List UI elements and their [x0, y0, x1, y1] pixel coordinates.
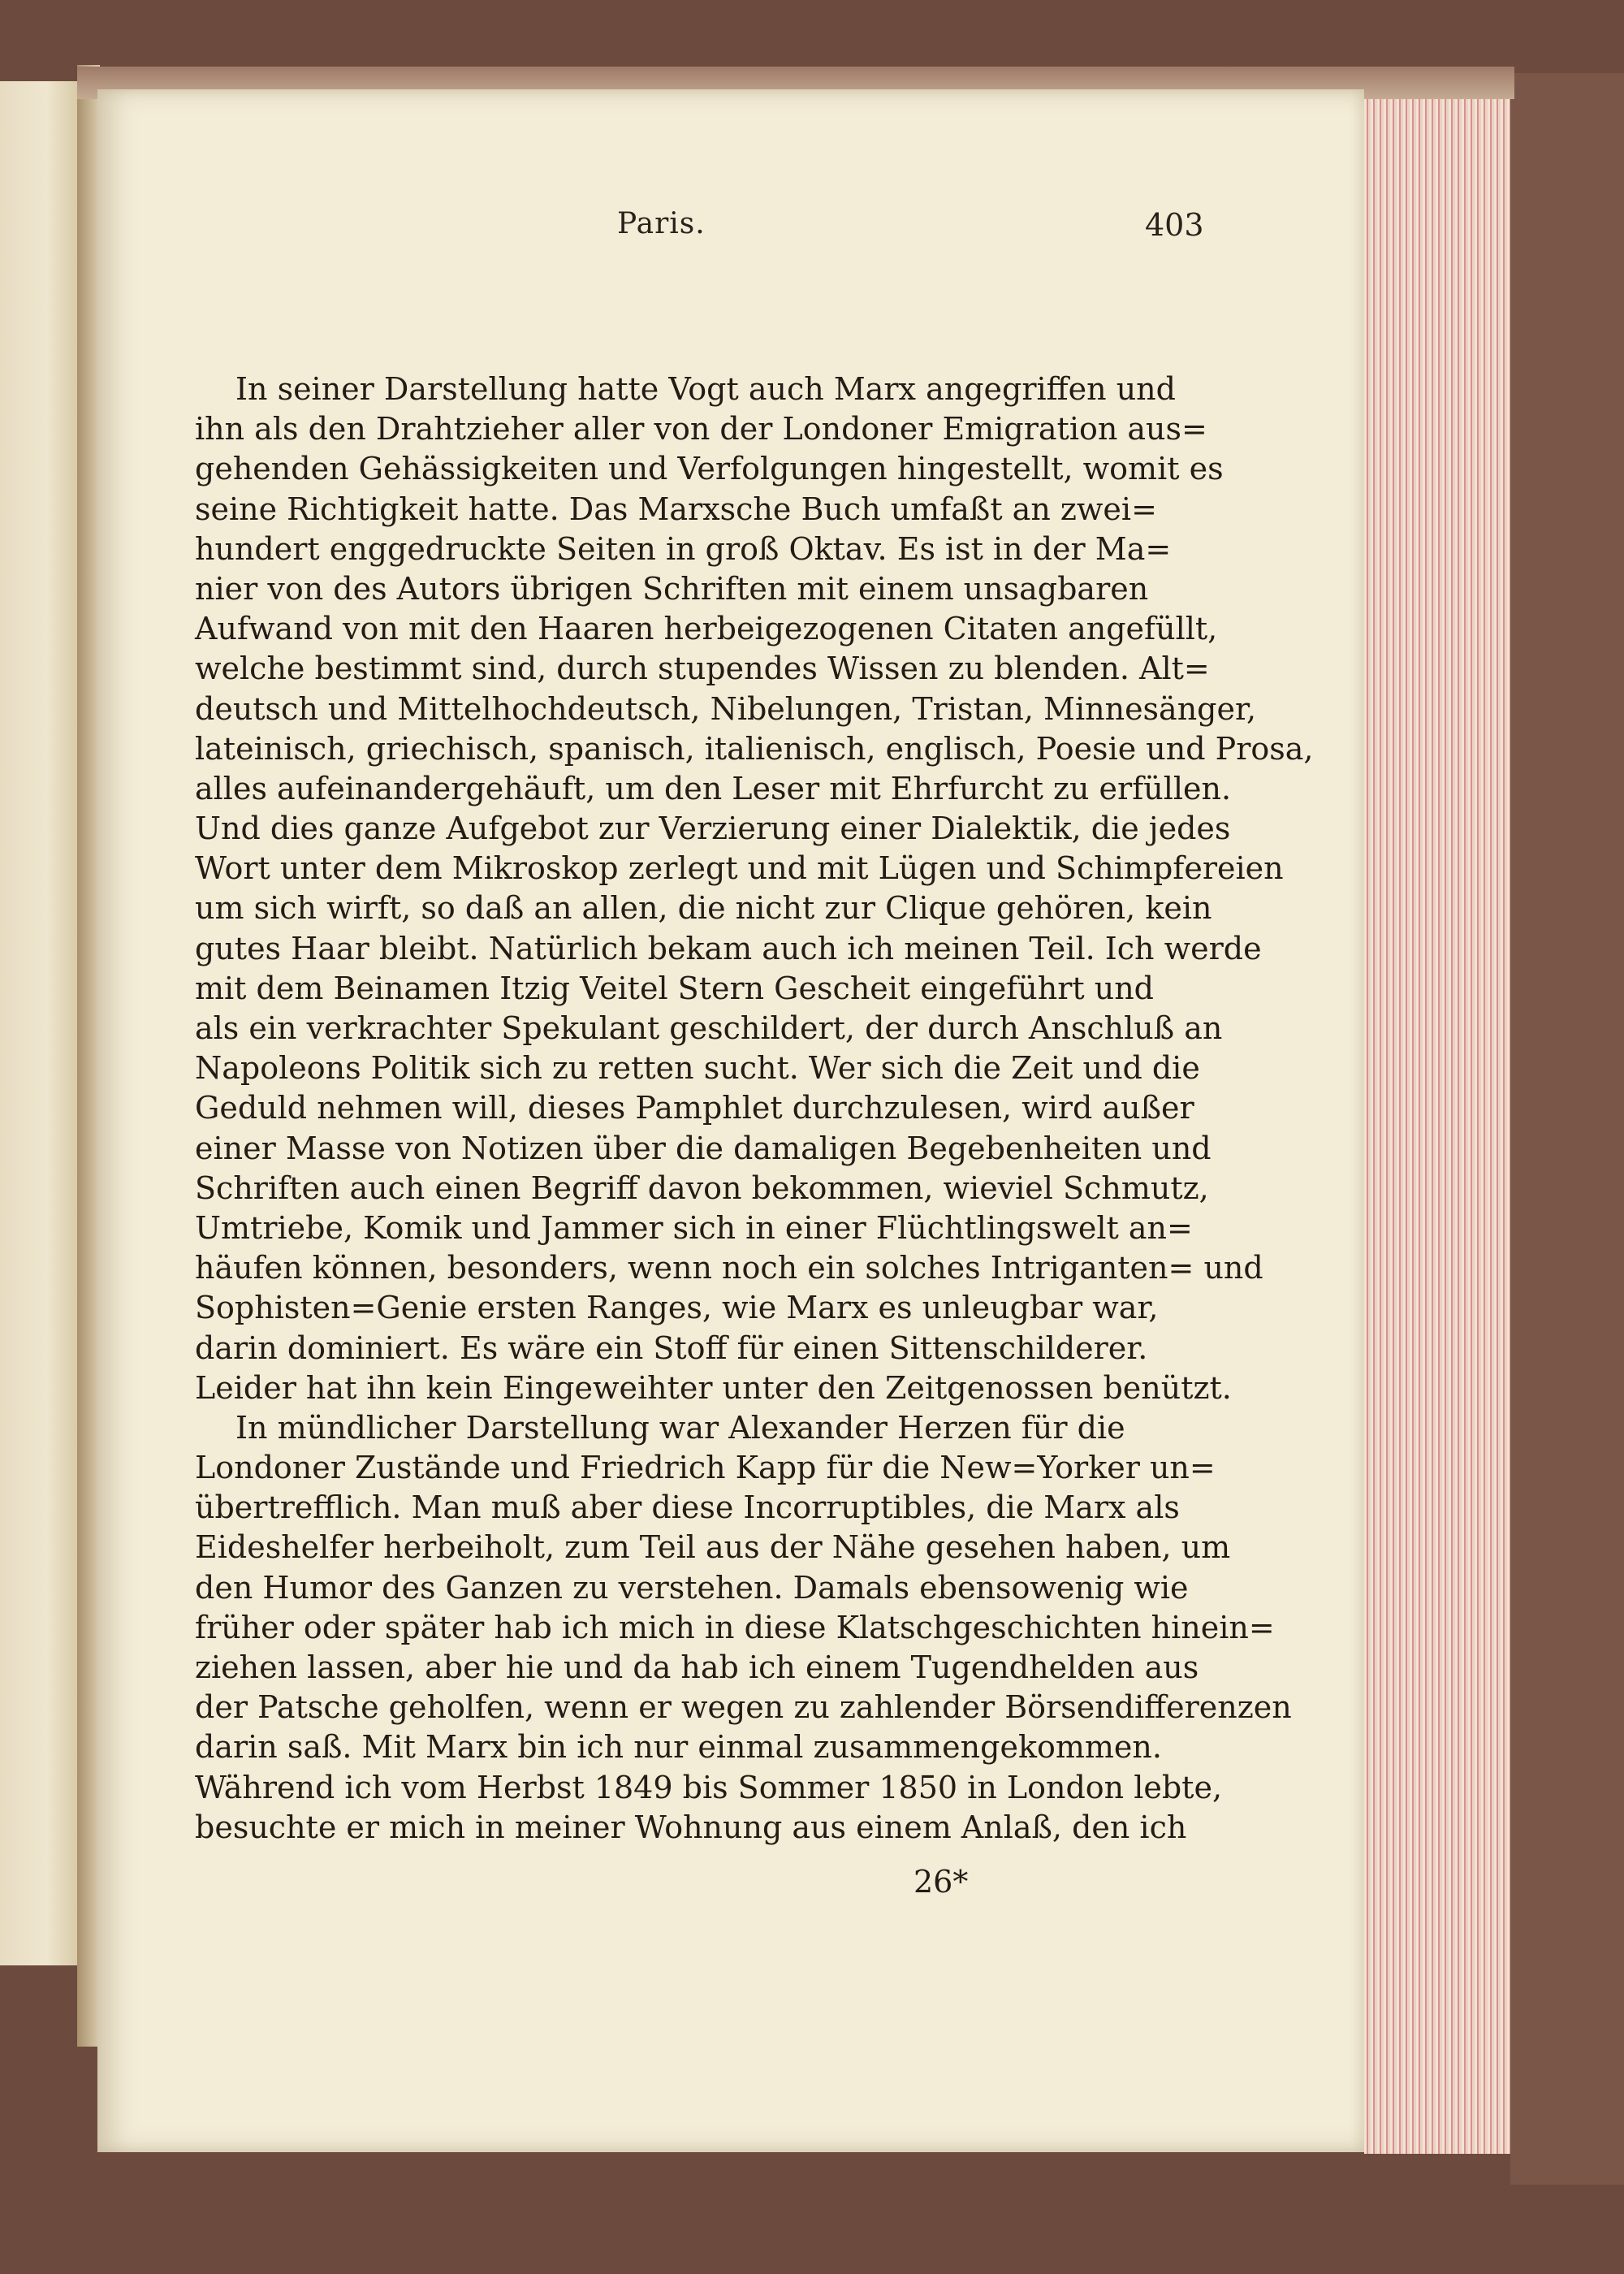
book-cover-edge	[1510, 73, 1624, 2185]
text-line: In mündlicher Darstellung war Alexander Herzen für die	[235, 1409, 1125, 1446]
text-line: einer Masse von Notizen über die damaligen Begebenheiten und	[195, 1130, 1212, 1166]
text-line: den Humor des Ganzen zu verstehen. Damals ebensowenig wie	[195, 1569, 1189, 1606]
text-line: alles aufeinandergehäuft, um den Leser mit Ehrfurcht zu erfüllen.	[195, 770, 1232, 806]
text-line: Leider hat ihn kein Eingeweihter unter den Zeitgenossen benützt.	[195, 1369, 1232, 1406]
text-line: Während ich vom Herbst 1849 bis Sommer 1850 in London lebte,	[195, 1769, 1223, 1805]
text-line: Schriften auch einen Begriff davon bekommen, wieviel Schmutz,	[195, 1169, 1209, 1206]
body-text	[195, 370, 1314, 1848]
running-title: Paris.	[617, 207, 706, 240]
text-line: mit dem Beinamen Itzig Veitel Stern Gescheit eingeführt und	[195, 970, 1155, 1006]
text-line: Sophisten=Genie ersten Ranges, wie Marx es unleugbar war,	[195, 1290, 1159, 1326]
text-line: gehenden Gehässigkeiten und Verfolgungen hingestellt, womit es	[195, 451, 1224, 487]
text-line: hundert enggedruckte Seiten in groß Oktav. Es ist in der Ma=	[195, 530, 1172, 567]
text-line: lateinisch, griechisch, spanisch, italienisch, englisch, Poesie und Prosa,	[195, 730, 1314, 767]
text-line: Aufwand von mit den Haaren herbeigezogenen Citaten angefüllt,	[195, 611, 1218, 647]
text-line: deutsch und Mittelhochdeutsch, Nibelungen, Tristan, Minnesänger,	[195, 690, 1257, 727]
text-line: nier von des Autors übrigen Schriften mit einem unsagbaren	[195, 570, 1149, 607]
text-line: gutes Haar bleibt. Natürlich bekam auch ich meinen Teil. Ich werde	[195, 930, 1262, 966]
running-head	[97, 207, 1364, 256]
text-line: Napoleons Politik sich zu retten sucht. Wer sich die Zeit und die	[195, 1050, 1200, 1087]
text-line: Londoner Zustände und Friedrich Kapp für die New=Yorker un=	[195, 1450, 1216, 1486]
text-line: ziehen lassen, aber hie und da hab ich einem Tugendhelden aus	[195, 1649, 1199, 1685]
text-line: ihn als den Drahtzieher aller von der Londoner Emigration aus=	[195, 411, 1207, 447]
text-line: besuchte er mich in meiner Wohnung aus einem Anlaß, den ich	[195, 1809, 1187, 1845]
text-line: seine Richtigkeit hatte. Das Marxsche Buch umfaßt an zwei=	[195, 491, 1157, 527]
text-line: Geduld nehmen will, dieses Pamphlet durchzulesen, wird außer	[195, 1090, 1194, 1126]
text-line: häufen können, besonders, wenn noch ein solches Intriganten= und	[195, 1250, 1263, 1286]
text-line: Wort unter dem Mikroskop zerlegt und mit Lügen und Schimpfereien	[195, 850, 1284, 887]
signature-mark: 26*	[914, 1864, 969, 1900]
book-gutter	[77, 65, 100, 2047]
text-line: Umtriebe, Komik und Jammer sich in einer Flüchtlingswelt an=	[195, 1209, 1193, 1246]
text-line: darin saß. Mit Marx bin ich nur einmal zusammengekommen.	[195, 1729, 1162, 1766]
text-line: In seiner Darstellung hatte Vogt auch Marx angegriffen und	[235, 371, 1176, 407]
text-line: darin dominiert. Es wäre ein Stoff für einen Sittenschilderer.	[195, 1329, 1148, 1366]
page-number: 403	[1145, 207, 1204, 243]
text-line: welche bestimmt sind, durch stupendes Wissen zu blenden. Alt=	[195, 651, 1210, 687]
text-line: um sich wirft, so daß an allen, die nicht zur Clique gehören, kein	[195, 890, 1212, 927]
facing-page-edge	[0, 81, 77, 1965]
text-line: als ein verkrachter Spekulant geschildert, der durch Anschluß an	[195, 1010, 1223, 1046]
page-stack-edges	[1364, 99, 1510, 2154]
text-line: übertrefflich. Man muß aber diese Incorruptibles, die Marx als	[195, 1489, 1180, 1526]
text-line: früher oder später hab ich mich in diese Klatschgeschichten hinein=	[195, 1609, 1275, 1645]
text-line: Und dies ganze Aufgebot zur Verzierung einer Dialektik, die jedes	[195, 811, 1231, 847]
text-line: Eideshelfer herbeiholt, zum Teil aus der Nähe gesehen haben, um	[195, 1529, 1231, 1566]
text-line: der Patsche geholfen, wenn er wegen zu zahlender Börsendifferenzen	[195, 1689, 1292, 1726]
